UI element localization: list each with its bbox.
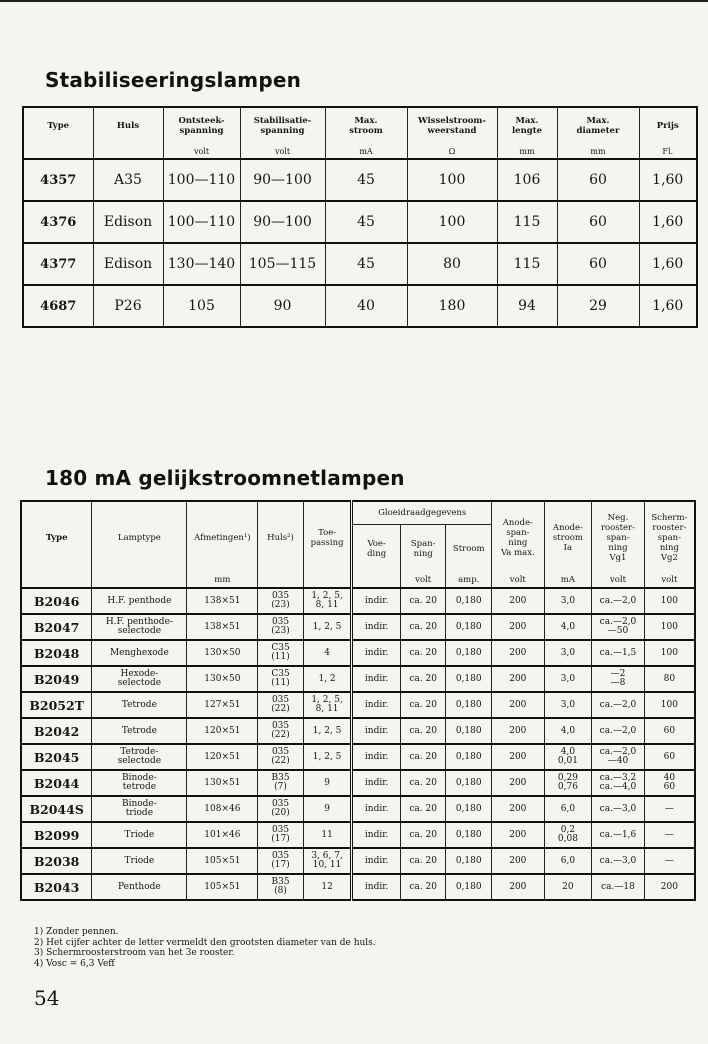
header-toepassing-text: Toe- passing [310, 527, 344, 548]
table-cell: 108×46 [187, 796, 258, 822]
table-cell: 3,0 [544, 692, 592, 718]
table-cell: 100—110 [163, 201, 240, 243]
table-cell: 180 [407, 285, 497, 327]
table-cell: 60 [557, 201, 639, 243]
table-cell: 130×51 [187, 770, 258, 796]
table-cell: 100 [407, 201, 497, 243]
table-cell: ca. 20 [400, 588, 446, 614]
table-cell: 1, 2, 5 [303, 614, 352, 640]
unit-cell: volt [163, 144, 240, 159]
table-cell: H.F. penthode [92, 588, 187, 614]
header-cell: Max. lengte [497, 107, 557, 144]
table-cell: 1, 2, 5 [303, 718, 352, 744]
type-cell: 4376 [23, 201, 93, 243]
unit-cell [23, 144, 93, 159]
table-cell: 60 [557, 243, 639, 285]
table-cell: 200 [492, 848, 545, 874]
table-cell: 0,180 [446, 718, 492, 744]
footnote-mark: 1) [34, 927, 44, 937]
unit-cell [258, 573, 304, 588]
table-cell: 3,0 [544, 588, 592, 614]
unit-cell [93, 144, 163, 159]
type-cell: B2048 [21, 640, 92, 666]
table-cell: 100 [644, 588, 695, 614]
header-gloeidraadgegevens: Gloeidraadgegevens [352, 501, 492, 525]
table-cell: 6,0 [544, 796, 592, 822]
table-cell: 0,180 [446, 744, 492, 770]
type-cell: 4357 [23, 159, 93, 201]
header-voeding-text: Voe- ding [367, 539, 387, 559]
table-cell: 90—100 [240, 159, 325, 201]
table-cell: Tetrode- selectode [92, 744, 187, 770]
table-row [21, 614, 695, 640]
table-cell: 200 [492, 588, 545, 614]
table-cell: 0,180 [446, 822, 492, 848]
type-cell: B2047 [21, 614, 92, 640]
footnote [34, 927, 376, 938]
table-cell: 200 [492, 822, 545, 848]
table-cell: 130—140 [163, 243, 240, 285]
table-cell: 0,180 [446, 692, 492, 718]
table-cell: 035 (20) [258, 796, 304, 822]
table-cell: ca. 20 [400, 666, 446, 692]
table-cell: 100 [644, 614, 695, 640]
table-row [23, 159, 697, 201]
type-cell: B2045 [21, 744, 92, 770]
table-cell: 1, 2, 5 [303, 744, 352, 770]
table-cell: 60 [644, 744, 695, 770]
table-cell: indir. [352, 614, 401, 640]
table-row [21, 822, 695, 848]
table-cell: indir. [352, 718, 401, 744]
table-row [21, 692, 695, 718]
table-cell: 12 [303, 874, 352, 900]
table-cell: 40 [325, 285, 407, 327]
table-cell: 3,0 [544, 640, 592, 666]
table-cell: 0,29 0,76 [544, 770, 592, 796]
header-cell: Prijs [639, 107, 697, 144]
header-spanning-text: Span- ning [410, 539, 436, 559]
top-rule [0, 0, 708, 2]
table-cell: — [644, 848, 695, 874]
type-cell: B2046 [21, 588, 92, 614]
table-cell: Menghexode [92, 640, 187, 666]
table-cell: 120×51 [187, 744, 258, 770]
table-cell: ca. 20 [400, 718, 446, 744]
table-cell: 90 [240, 285, 325, 327]
table-cell: ca.—2,0 —50 [592, 614, 645, 640]
table-cell: 3, 6, 7, 10, 11 [303, 848, 352, 874]
table-cell: ca.—3,2 ca.—4,0 [592, 770, 645, 796]
header-cell: Max. diameter [557, 107, 639, 144]
table-cell: Edison [93, 201, 163, 243]
unit-cell: volt [644, 573, 695, 588]
section-title-stabiliseeringslampen: Stabiliseeringslampen [45, 68, 302, 92]
table-units-row [21, 573, 695, 588]
table-cell: 200 [492, 874, 545, 900]
header-anode-stroom-text: Anode- stroom Ia [552, 522, 583, 553]
table-cell: indir. [352, 666, 401, 692]
table-cell: 11 [303, 822, 352, 848]
table-cell: indir. [352, 744, 401, 770]
type-cell: B2044 [21, 770, 92, 796]
header-voeding [352, 525, 401, 574]
table-cell: 105×51 [187, 874, 258, 900]
table-row [23, 243, 697, 285]
unit-cell: Fl. [639, 144, 697, 159]
table-cell: 105 [163, 285, 240, 327]
table-cell: 4,0 [544, 614, 592, 640]
table-cell: ca. 20 [400, 848, 446, 874]
table-row [21, 640, 695, 666]
table-cell: 40 60 [644, 770, 695, 796]
table-cell: 0,180 [446, 614, 492, 640]
header-neg-roosterspanning-text: Neg. rooster- span- ning Vg1 [600, 512, 635, 563]
gelijkstroomnetlampen-table [20, 500, 696, 901]
unit-cell: mm [187, 573, 258, 588]
table-row [21, 796, 695, 822]
type-cell: 4687 [23, 285, 93, 327]
type-cell: B2038 [21, 848, 92, 874]
table-row [21, 744, 695, 770]
table-cell: 200 [492, 666, 545, 692]
table-cell: B35 (7) [258, 770, 304, 796]
unit-cell: amp. [446, 573, 492, 588]
table-cell: 0,180 [446, 640, 492, 666]
table-cell: 200 [492, 796, 545, 822]
table-cell: P26 [93, 285, 163, 327]
header-cell: Max. stroom [325, 107, 407, 144]
table-cell: 127×51 [187, 692, 258, 718]
header-anode-spanning-text: Anode- span- ning Va max. [500, 517, 535, 558]
table-cell: 0,180 [446, 588, 492, 614]
table-cell: indir. [352, 640, 401, 666]
unit-cell: mA [325, 144, 407, 159]
footnote-text: Schermroosterstroom van het 3e rooster. [46, 948, 235, 958]
table-cell: 200 [644, 874, 695, 900]
type-cell: B2043 [21, 874, 92, 900]
table-cell: 45 [325, 159, 407, 201]
header-huls: Huls²) [258, 501, 304, 573]
table-cell: — [644, 822, 695, 848]
table-cell: ca. 20 [400, 614, 446, 640]
unit-cell: Ω [407, 144, 497, 159]
table-cell: ca. 20 [400, 692, 446, 718]
table-cell: A35 [93, 159, 163, 201]
footnote-text: Vosc = 6,3 Veff [46, 958, 115, 969]
table-cell: 0,180 [446, 874, 492, 900]
table-cell: 035 (17) [258, 822, 304, 848]
table-cell: indir. [352, 692, 401, 718]
table-header-row [23, 107, 697, 144]
table-row [23, 201, 697, 243]
header-cell: Stabilisatie- spanning [240, 107, 325, 144]
header-afmetingen: Afmetingen¹) [187, 501, 258, 573]
table-cell: 130×50 [187, 640, 258, 666]
type-cell: 4377 [23, 243, 93, 285]
unit-cell: mm [497, 144, 557, 159]
table-cell: ca.—2,0 [592, 588, 645, 614]
page-number: 54 [34, 986, 60, 1010]
header-anode-stroom [544, 501, 592, 573]
table-cell: 0,2 0,08 [544, 822, 592, 848]
table-cell: ca. 20 [400, 640, 446, 666]
type-cell: B2049 [21, 666, 92, 692]
table-cell: H.F. penthode- selectode [92, 614, 187, 640]
table-cell: 105—115 [240, 243, 325, 285]
table-cell: 1,60 [639, 201, 697, 243]
table-cell: 1,60 [639, 243, 697, 285]
unit-cell: mm [557, 144, 639, 159]
table-cell: C35 (11) [258, 640, 304, 666]
table-cell: 9 [303, 770, 352, 796]
header-schermroosterspanning-text: Scherm- rooster- span- ning Vg2 [651, 512, 688, 563]
table-cell: 105×51 [187, 848, 258, 874]
table-row [23, 285, 697, 327]
table-cell: 1, 2 [303, 666, 352, 692]
table-cell: 200 [492, 770, 545, 796]
table-cell: Edison [93, 243, 163, 285]
table-cell: 80 [644, 666, 695, 692]
table-cell: ca.—1,5 [592, 640, 645, 666]
table-cell: C35 (11) [258, 666, 304, 692]
table-cell: 94 [497, 285, 557, 327]
table-cell: ca.—2,0 [592, 692, 645, 718]
table-cell: 0,180 [446, 770, 492, 796]
table-cell: 1,60 [639, 159, 697, 201]
table-cell: 138×51 [187, 588, 258, 614]
footnote [34, 959, 376, 970]
table-cell: indir. [352, 796, 401, 822]
table-cell: ca. 20 [400, 874, 446, 900]
table-cell: 101×46 [187, 822, 258, 848]
table-cell: 29 [557, 285, 639, 327]
footnote-text: Het cijfer achter de letter vermeldt den grootsten diameter van de huls. [46, 937, 376, 948]
table-cell: Triode [92, 848, 187, 874]
table-cell: Binode- triode [92, 796, 187, 822]
table-cell: 45 [325, 201, 407, 243]
table-row [21, 770, 695, 796]
table-cell: Tetrode [92, 692, 187, 718]
table-cell: 1, 2, 5, 8, 11 [303, 692, 352, 718]
table-cell: 035 (23) [258, 614, 304, 640]
table-cell: 200 [492, 614, 545, 640]
header-cell: Ontsteek- spanning [163, 107, 240, 144]
table-row [21, 848, 695, 874]
table-cell: 200 [492, 744, 545, 770]
table-cell: Tetrode [92, 718, 187, 744]
table-row [21, 666, 695, 692]
table-cell: 035 (23) [258, 588, 304, 614]
table-cell: ca. 20 [400, 822, 446, 848]
table-cell: 60 [557, 159, 639, 201]
table-cell: 45 [325, 243, 407, 285]
header-type: Type [21, 501, 92, 573]
header-lamptype: Lamptype [92, 501, 187, 573]
table-cell: indir. [352, 770, 401, 796]
table-cell: Penthode [92, 874, 187, 900]
table-cell: 0,180 [446, 666, 492, 692]
table-cell: 6,0 [544, 848, 592, 874]
table-cell: Triode [92, 822, 187, 848]
table-cell: 100 [407, 159, 497, 201]
header-anode-spanning [492, 501, 545, 573]
unit-cell [92, 573, 187, 588]
section-title-gelijkstroomnetlampen: 180 mA gelijkstroomnetlampen [45, 466, 405, 490]
table-cell: 80 [407, 243, 497, 285]
table-cell: indir. [352, 874, 401, 900]
unit-cell: volt [400, 573, 446, 588]
table-cell: 200 [492, 640, 545, 666]
header-cell: Wisselstroom- weerstand [407, 107, 497, 144]
type-cell: B2099 [21, 822, 92, 848]
table-cell: ca.—18 [592, 874, 645, 900]
table-cell: — [644, 796, 695, 822]
unit-cell [21, 573, 92, 588]
table-row [21, 588, 695, 614]
table-cell: indir. [352, 822, 401, 848]
table-cell: ca.—3,0 [592, 796, 645, 822]
table-cell: 9 [303, 796, 352, 822]
table-cell: ca.—1,6 [592, 822, 645, 848]
table-row [21, 718, 695, 744]
table-cell: —2 —8 [592, 666, 645, 692]
footnotes [34, 927, 376, 969]
table-cell: 60 [644, 718, 695, 744]
table-cell: 035 (22) [258, 692, 304, 718]
unit-cell: mA [544, 573, 592, 588]
table-cell: ca. 20 [400, 796, 446, 822]
table-cell: 0,180 [446, 848, 492, 874]
table-cell: 100 [644, 640, 695, 666]
table-cell: 4,0 [544, 718, 592, 744]
table-cell: ca. 20 [400, 744, 446, 770]
unit-cell: volt [592, 573, 645, 588]
table-units-row [23, 144, 697, 159]
header-cell: Huls [93, 107, 163, 144]
footnote [34, 938, 376, 949]
type-cell: B2042 [21, 718, 92, 744]
header-neg-roosterspanning [592, 501, 645, 573]
table-cell: 90—100 [240, 201, 325, 243]
table-cell: 20 [544, 874, 592, 900]
table-cell: 4,0 0,01 [544, 744, 592, 770]
table-cell: B35 (8) [258, 874, 304, 900]
table-cell: 1, 2, 5, 8, 11 [303, 588, 352, 614]
table-cell: ca. 20 [400, 770, 446, 796]
table-cell: ca.—3,0 [592, 848, 645, 874]
table-cell: 115 [497, 201, 557, 243]
table-cell: 100—110 [163, 159, 240, 201]
table-cell: 3,0 [544, 666, 592, 692]
table-cell: 200 [492, 692, 545, 718]
table-cell: 035 (22) [258, 744, 304, 770]
table-cell: 100 [644, 692, 695, 718]
unit-cell: volt [240, 144, 325, 159]
unit-cell [303, 573, 352, 588]
header-spanning [400, 525, 446, 574]
table-cell: ca.—2,0 [592, 718, 645, 744]
table-header-row-1 [21, 501, 695, 525]
table-cell: 0,180 [446, 796, 492, 822]
footnote-mark: 4) [34, 958, 44, 969]
footnote-mark: 2) [34, 937, 44, 948]
table-cell: 035 (17) [258, 848, 304, 874]
table-cell: 138×51 [187, 614, 258, 640]
header-cell: Type [23, 107, 93, 144]
table-cell: 200 [492, 718, 545, 744]
footnote-text: Zonder pennen. [46, 927, 119, 937]
table-row [21, 874, 695, 900]
type-cell: B2044S [21, 796, 92, 822]
unit-cell: volt [492, 573, 545, 588]
table-cell: 120×51 [187, 718, 258, 744]
table-cell: indir. [352, 848, 401, 874]
table-cell: Binode- tetrode [92, 770, 187, 796]
table-cell: 1,60 [639, 285, 697, 327]
header-toepassing [303, 501, 352, 573]
header-schermroosterspanning [644, 501, 695, 573]
unit-cell [352, 573, 401, 588]
table-cell: 035 (22) [258, 718, 304, 744]
header-stroom: Stroom [446, 525, 492, 574]
table-cell: Hexode- selectode [92, 666, 187, 692]
table-cell: 4 [303, 640, 352, 666]
table-cell: 115 [497, 243, 557, 285]
stabiliseeringslampen-table [22, 106, 698, 328]
type-cell: B2052T [21, 692, 92, 718]
table-cell: indir. [352, 588, 401, 614]
table-cell: 106 [497, 159, 557, 201]
footnote-mark: 3) [34, 948, 44, 958]
footnote [34, 948, 376, 959]
table-cell: 130×50 [187, 666, 258, 692]
table-cell: ca.—2,0 —40 [592, 744, 645, 770]
